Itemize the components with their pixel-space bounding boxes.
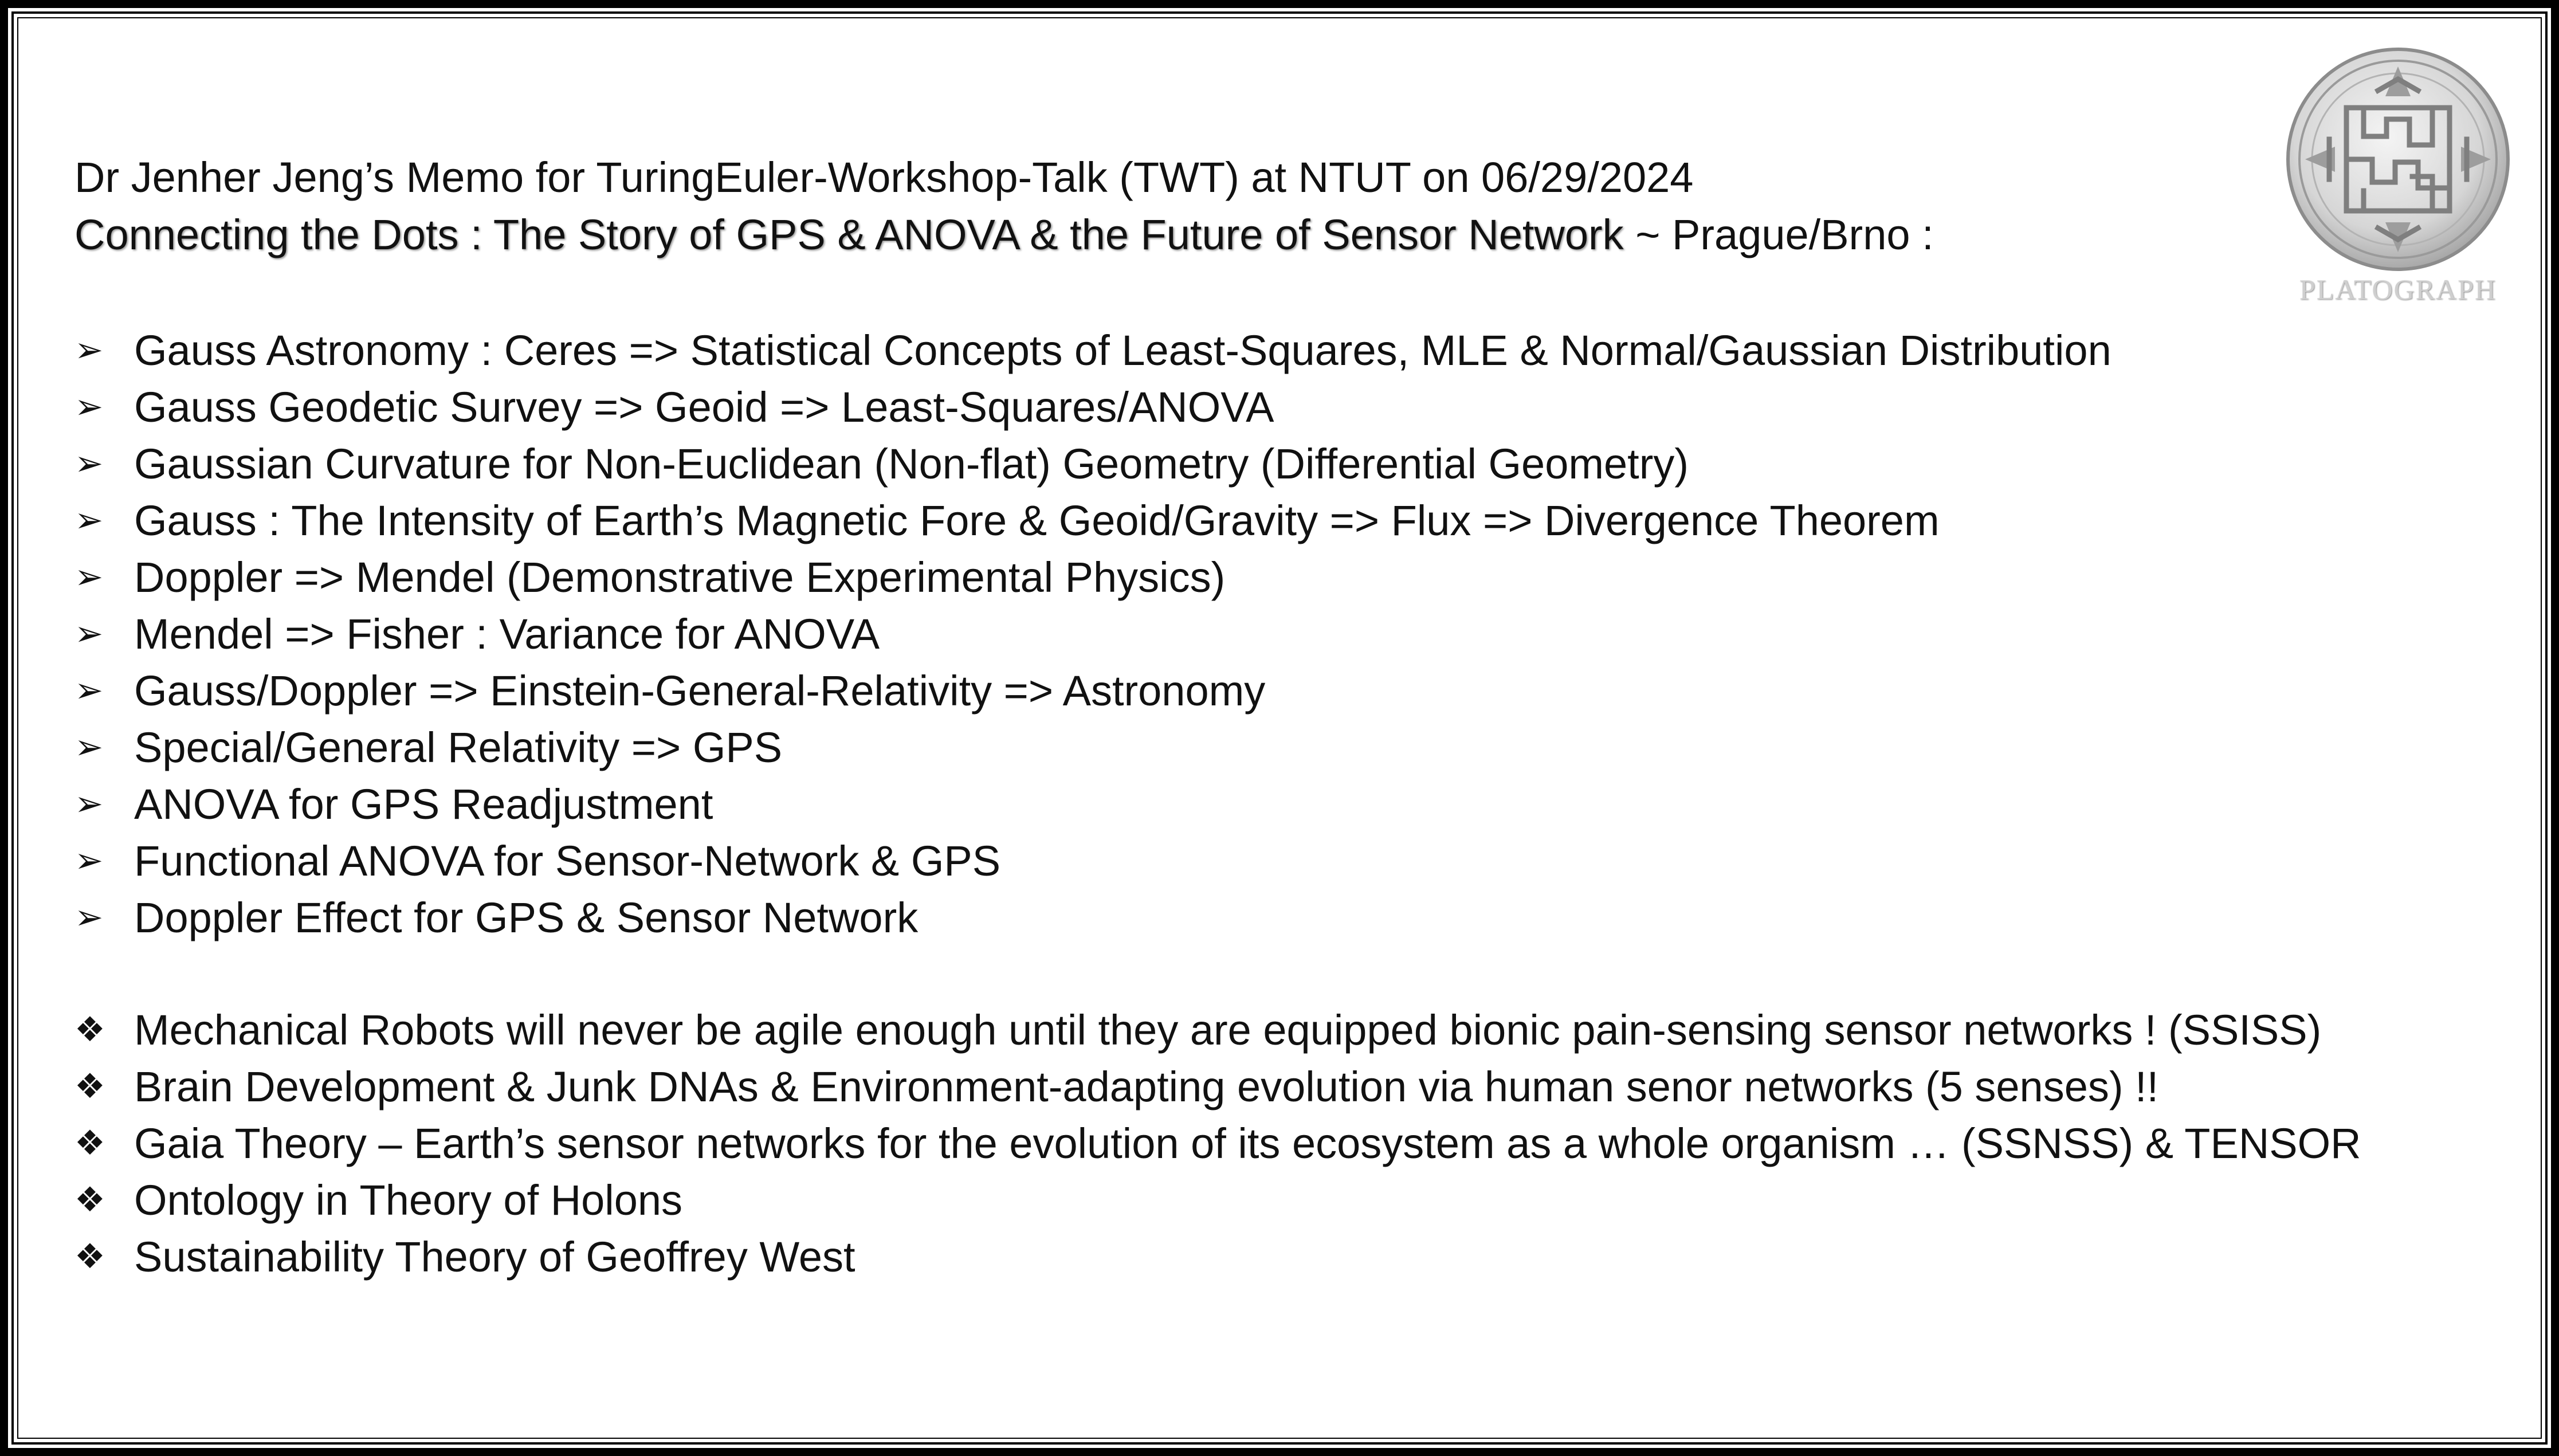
memo-title: Dr Jenher Jeng’s Memo for TuringEuler-Workshop-Talk (TWT) at NTUT on 06/29/2024 (74, 154, 1694, 201)
list-item-text: Mechanical Robots will never be agile enough until they are equipped bionic pain-sensing sensor networks ! (SSISS) (134, 1006, 2322, 1054)
list-item-text: Mendel => Fisher : Variance for ANOVA (134, 610, 880, 658)
list-item (74, 776, 2481, 833)
list-item (74, 606, 2481, 662)
list-item (74, 549, 2481, 606)
list-item (74, 1058, 2481, 1115)
talk-subtitle-location: ~ Prague/Brno : (1623, 211, 1934, 258)
list-item (74, 662, 2481, 719)
arrow-bullet-icon: ➢ (74, 557, 104, 597)
list-item-text: Gauss/Doppler => Einstein-General-Relativity => Astronomy (134, 667, 1266, 715)
arrow-bullet-list (74, 322, 2481, 946)
diamond-bullet-icon: ❖ (74, 1010, 105, 1050)
talk-subtitle-main: Connecting the Dots : The Story of GPS & ANOVA & the Future of Sensor Network (74, 211, 1624, 258)
list-item-text: Functional ANOVA for Sensor-Network & GPS (134, 837, 1001, 885)
platograph-seal-icon (2278, 45, 2518, 274)
list-item (74, 379, 2481, 435)
arrow-bullet-icon: ➢ (74, 500, 104, 540)
list-item (74, 435, 2481, 492)
arrow-bullet-icon: ➢ (74, 614, 104, 654)
list-item-text: Gauss Astronomy : Ceres => Statistical Concepts of Least-Squares, MLE & Normal/Gaussian Distribution (134, 327, 2111, 374)
list-item-text: Ontology in Theory of Holons (134, 1176, 683, 1224)
list-item (74, 1002, 2481, 1058)
arrow-bullet-icon: ➢ (74, 387, 104, 427)
list-item-text: Special/General Relativity => GPS (134, 724, 783, 771)
list-item (74, 1115, 2481, 1172)
list-item (74, 1172, 2481, 1229)
list-item-text: Sustainability Theory of Geoffrey West (134, 1233, 855, 1281)
diamond-bullet-icon: ❖ (74, 1180, 105, 1220)
diamond-bullet-icon: ❖ (74, 1237, 105, 1277)
arrow-bullet-icon: ➢ (74, 444, 104, 484)
list-item-text: Doppler Effect for GPS & Sensor Network (134, 894, 919, 941)
arrow-bullet-icon: ➢ (74, 330, 104, 370)
list-item (74, 322, 2481, 379)
slide-header (74, 149, 2195, 264)
list-item-text: Brain Development & Junk DNAs & Environment-adapting evolution via human senor networks (5 senses) !! (134, 1063, 2159, 1110)
list-item (74, 833, 2481, 889)
list-item-text: Gauss Geodetic Survey => Geoid => Least-Squares/ANOVA (134, 383, 1274, 431)
list-item (74, 719, 2481, 776)
talk-subtitle (74, 206, 2195, 264)
list-item-text: Gaia Theory – Earth’s sensor networks for the evolution of its ecosystem as a whole organism … (SSNSS) & TENSOR (134, 1120, 2361, 1167)
arrow-bullet-icon: ➢ (74, 670, 104, 711)
list-item (74, 1229, 2481, 1285)
arrow-bullet-icon: ➢ (74, 897, 104, 937)
arrow-bullet-icon: ➢ (74, 727, 104, 767)
platograph-label: PLATOGRAPH (2299, 273, 2497, 305)
list-item (74, 492, 2481, 549)
list-item (74, 889, 2481, 946)
diamond-bullet-list (74, 1002, 2481, 1285)
list-item-text: Gauss : The Intensity of Earth’s Magnetic Fore & Geoid/Gravity => Flux => Divergence Theorem (134, 497, 1940, 544)
arrow-bullet-icon: ➢ (74, 841, 104, 881)
list-item-text: Gaussian Curvature for Non-Euclidean (Non-flat) Geometry (Differential Geometry) (134, 440, 1689, 488)
list-item-text: ANOVA for GPS Readjustment (134, 780, 713, 828)
platograph-logo (2278, 45, 2518, 320)
diamond-bullet-icon: ❖ (74, 1123, 105, 1163)
arrow-bullet-icon: ➢ (74, 784, 104, 824)
list-item-text: Doppler => Mendel (Demonstrative Experimental Physics) (134, 554, 1226, 601)
diamond-bullet-icon: ❖ (74, 1066, 105, 1106)
